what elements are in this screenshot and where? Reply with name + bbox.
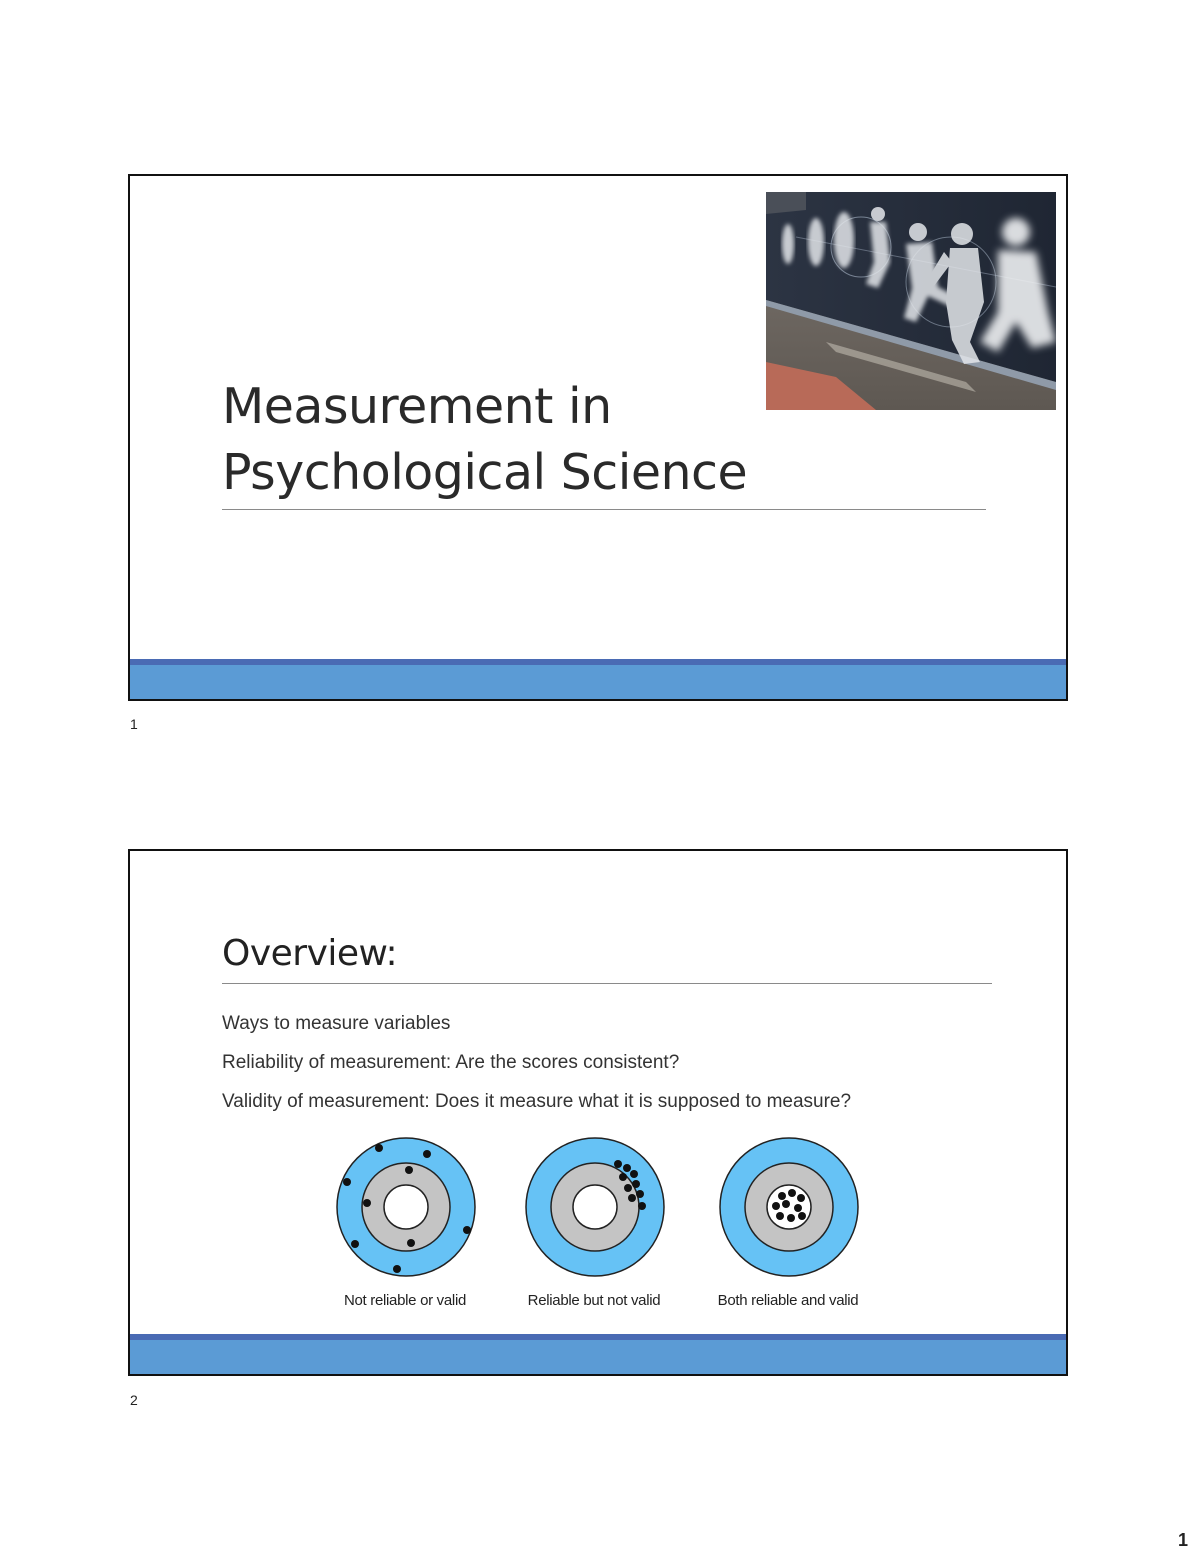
slide-number-1: 1 (130, 716, 138, 732)
target-not-reliable-or-valid (335, 1136, 477, 1309)
target-icon (335, 1136, 477, 1278)
bullet-item: Ways to measure variables (222, 1013, 451, 1034)
target-label: Not reliable or valid (343, 1292, 467, 1309)
title-line-2: Psychological Science (222, 444, 748, 501)
target-reliable-not-valid (524, 1136, 666, 1309)
heading-divider (222, 983, 992, 984)
bullet-list (222, 1004, 851, 1121)
slide-title (222, 374, 862, 506)
bullet-item: Validity of measurement: Does it measure what it is supposed to measure? (222, 1091, 852, 1112)
title-line-1: Measurement in (222, 378, 612, 435)
target-label: Reliable but not valid (527, 1292, 661, 1309)
page-number: 1 (1177, 1530, 1188, 1550)
bullet-item: Reliability of measurement: Are the scores consistent? (222, 1052, 680, 1073)
slide-number-2: 2 (130, 1392, 138, 1408)
slide-1 (128, 174, 1068, 701)
slide-2 (128, 849, 1068, 1376)
slide-footer-bar (130, 659, 1066, 699)
title-divider (222, 509, 986, 510)
target-icon (524, 1136, 666, 1278)
slide-heading: Overview: (222, 933, 398, 974)
target-icon (718, 1136, 860, 1278)
target-reliable-and-valid (717, 1136, 860, 1309)
target-label: Both reliable and valid (717, 1292, 859, 1309)
slide-footer-bar (130, 1334, 1066, 1374)
